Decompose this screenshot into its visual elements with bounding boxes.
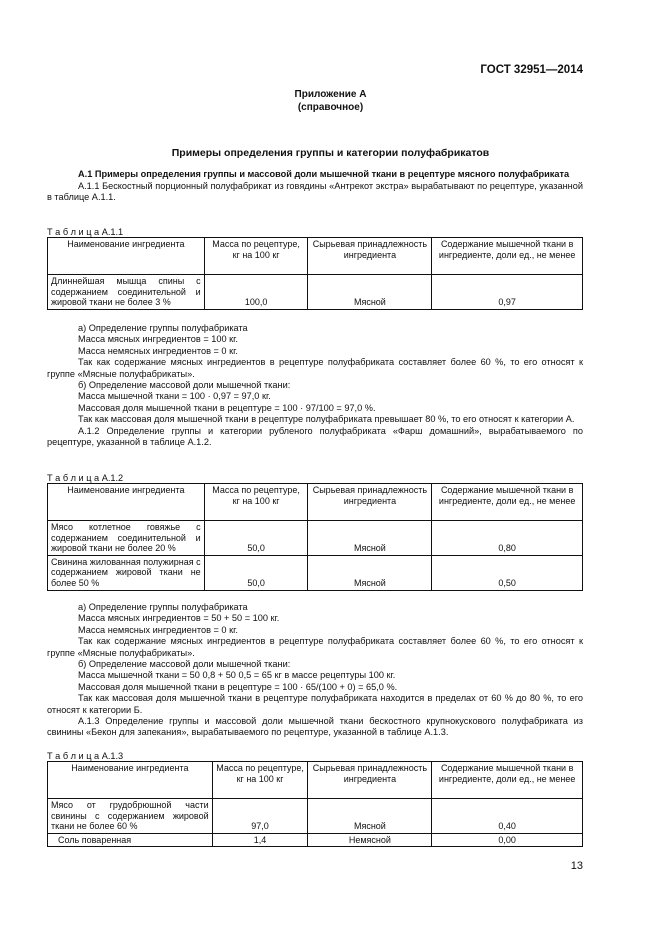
cell-type: Мясной <box>308 521 432 556</box>
calc1-line: Масса немясных ингредиентов = 0 кг. <box>78 345 238 356</box>
calc1-line: Так как массовая доля мышечной ткани в рецептуре полуфабриката превышает 80 %, то его относят к категории А. <box>78 414 575 425</box>
calc1-line: А.1.2 Определение группы и категории рубленого полуфабриката «Фарш домашний», вырабатываемого по рецептуре, указанной в таблице А.1.2. <box>47 425 583 448</box>
calc2-line: Так как массовая доля мышечной ткани в рецептуре полуфабриката находится в пределах от 60 % до 80 %, то его относят к категории Б. <box>47 693 583 715</box>
cell-mass: 97,0 <box>212 799 308 834</box>
standard-code: ГОСТ 32951—2014 <box>480 64 583 76</box>
cell-ingredient: Мясо котлетное говяжье с содержанием соединительной и жировой ткани не более 20 % <box>48 521 205 556</box>
cell-ingredient: Соль поваренная <box>48 833 213 847</box>
cell-mass: 50,0 <box>204 555 308 590</box>
col-header-muscle: Содержание мышечной ткани в ингредиенте, доли ед., не менее <box>432 238 583 275</box>
cell-type: Мясной <box>308 275 432 310</box>
table-row <box>48 799 583 834</box>
table-a11-caption: Т а б л и ц а А.1.1 <box>47 227 124 237</box>
table-header-row <box>48 762 583 799</box>
col-header-ingredient: Наименование ингредиента <box>48 238 205 275</box>
table-row <box>48 275 583 310</box>
calc2-line: б) Определение массовой доли мышечной ткани: <box>78 659 291 670</box>
cell-muscle: 0,50 <box>432 555 583 590</box>
calc1-line: Массовая доля мышечной ткани в рецептуре = 100 · 97/100 = 97,0 %. <box>78 402 376 413</box>
calc2-line: Массовая доля мышечной ткани в рецептуре = 100 · 65/(100 + 0) = 65,0 %. <box>78 681 398 692</box>
cell-ingredient: Длиннейшая мышца спины с содержанием соединительной и жировой ткани не более 3 % <box>48 275 205 310</box>
calc1-line: Так как содержание мясных ингредиентов в рецептуре полуфабриката составляет более 60 %, то его относят к группе «Мясные полуфабрикаты». <box>47 357 583 379</box>
calc-block-1 <box>47 323 583 448</box>
appendix-subtitle: (справочное) <box>297 102 364 113</box>
col-header-type: Сырьевая принадлежность ингредиента <box>308 238 432 275</box>
appendix-heading <box>0 88 661 114</box>
table-a13 <box>47 761 583 847</box>
table-a12-caption: Т а б л и ц а А.1.2 <box>47 473 124 483</box>
page-number: 13 <box>570 860 583 872</box>
cell-muscle: 0,80 <box>432 521 583 556</box>
section-a1 <box>47 169 583 204</box>
table-header-row <box>48 238 583 275</box>
col-header-muscle: Содержание мышечной ткани в ингредиенте, доли ед., не менее <box>432 484 583 521</box>
cell-ingredient: Мясо от грудобрюшной части свинины с содержанием жировой ткани не более 60 % <box>48 799 213 834</box>
cell-type: Немясной <box>308 833 432 847</box>
calc2-line: Масса мышечной ткани = 50 0,8 + 50 0,5 = 65 кг в массе рецептуры 100 кг. <box>78 670 396 681</box>
calc2-line: Масса мясных ингредиентов = 50 + 50 = 100 кг. <box>78 613 280 624</box>
col-header-mass: Масса по рецептуре, кг на 100 кг <box>212 762 308 799</box>
col-header-mass: Масса по рецептуре, кг на 100 кг <box>204 238 308 275</box>
cell-type: Мясной <box>308 799 432 834</box>
calc-block-2 <box>47 602 583 739</box>
cell-mass: 1,4 <box>212 833 308 847</box>
cell-muscle: 0,97 <box>432 275 583 310</box>
section-a1-heading: А.1 Примеры определения группы и массовой доли мышечной ткани в рецептуре мясного полуфабриката <box>78 169 570 179</box>
table-row <box>48 555 583 590</box>
cell-ingredient: Свинина жилованная полужирная с содержанием жировой ткани не более 50 % <box>48 555 205 590</box>
calc1-line: б) Определение массовой доли мышечной ткани: <box>78 380 291 391</box>
section-a1-1-text: А.1.1 Бескостный порционный полуфабрикат из говядины «Антрекот экстра» вырабатывают по рецептуре, указанной в таблице А.1.1. <box>47 180 583 203</box>
col-header-muscle: Содержание мышечной ткани в ингредиенте, доли ед., не менее <box>432 762 583 799</box>
cell-mass: 50,0 <box>204 521 308 556</box>
table-a11 <box>47 237 583 310</box>
col-header-ingredient: Наименование ингредиента <box>48 484 205 521</box>
main-title: Примеры определения группы и категории полуфабрикатов <box>171 147 490 159</box>
table-row <box>48 521 583 556</box>
calc2-line: а) Определение группы полуфабриката <box>78 602 248 612</box>
calc2-line: Так как содержание мясных ингредиентов в рецептуре полуфабриката составляет более 60 %, то его относят к группе «Мясные полуфабрикаты». <box>47 636 583 658</box>
calc1-line: Масса мясных ингредиентов = 100 кг. <box>78 334 238 345</box>
cell-muscle: 0,40 <box>432 799 583 834</box>
cell-type: Мясной <box>308 555 432 590</box>
table-row <box>48 833 583 847</box>
col-header-mass: Масса по рецептуре, кг на 100 кг <box>204 484 308 521</box>
col-header-ingredient: Наименование ингредиента <box>48 762 213 799</box>
col-header-type: Сырьевая принадлежность ингредиента <box>308 484 432 521</box>
calc1-line: а) Определение группы полуфабриката <box>78 323 248 333</box>
table-a13-caption: Т а б л и ц а А.1.3 <box>47 751 124 761</box>
cell-mass: 100,0 <box>204 275 308 310</box>
appendix-title: Приложение А <box>294 89 367 100</box>
calc2-line: А.1.3 Определение группы и массовой доли мышечной ткани бескостного крупнокускового полуфабриката из свинины «Бекон для запекания», вырабатываемого по рецептуре, указанной в таблице А.1.3. <box>47 716 583 738</box>
calc2-line: Масса немясных ингредиентов = 0 кг. <box>78 624 238 635</box>
col-header-type: Сырьевая принадлежность ингредиента <box>308 762 432 799</box>
calc1-line: Масса мышечной ткани = 100 · 0,97 = 97,0 кг. <box>78 391 271 402</box>
table-a12 <box>47 483 583 591</box>
cell-muscle: 0,00 <box>432 833 583 847</box>
table-header-row <box>48 484 583 521</box>
